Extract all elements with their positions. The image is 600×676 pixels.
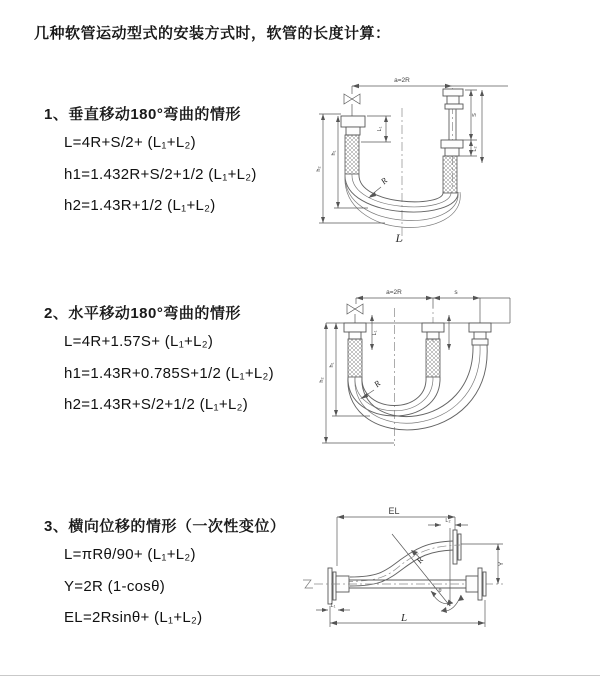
dim-label-l2: L₂ [472, 146, 478, 152]
radius-label: R [378, 175, 390, 187]
dim-el [337, 506, 455, 566]
dim-label-l2: L₂ [445, 518, 451, 524]
dim-label-l1: L₁ [377, 126, 383, 132]
section1-formula-h2: h2=1.43R+1/2 (L₁+L₂) [64, 197, 216, 214]
u-hose-displaced [348, 345, 487, 430]
left-fitting [341, 116, 365, 174]
dim-l2 [428, 518, 468, 527]
section1-heading: 1、垂直移动180°弯曲的情形 [44, 106, 241, 123]
diagram-horizontal-180-bend [312, 280, 600, 465]
dim-l1 [361, 116, 391, 142]
section3-formula-L: L=πRθ/90+ (L₁+L₂) [64, 546, 196, 563]
dim-label-h2: h₂ [319, 377, 325, 383]
angle-label: θ [438, 588, 442, 594]
left-flange [328, 568, 349, 604]
dim-label-l1: L₁ [372, 330, 378, 336]
section2-formula-L: L=4R+1.57S+ (L₁+L₂) [64, 333, 214, 350]
diagram-vertical-180-bend [310, 70, 598, 269]
dim-label-s: s [454, 289, 458, 296]
diagram-lateral-displacement [300, 506, 600, 655]
dim-label-h1: h₁ [329, 362, 335, 368]
section1-formula-L: L=4R+S/2+ (L₁+L₂) [64, 134, 196, 151]
radius-label: R [414, 555, 426, 566]
dim-l [330, 600, 485, 627]
radius-label: R [371, 378, 383, 390]
dim-s-l2 [459, 90, 484, 163]
valve-icon [347, 304, 363, 323]
dim-label-a2r: a=2R [386, 289, 402, 296]
page-title: 几种软管运动型式的安装方式时，软管的长度计算： [34, 25, 391, 42]
section2-formula-h2: h2=1.43R+S/2+1/2 (L₁+L₂) [64, 396, 249, 413]
length-label: L [400, 612, 408, 624]
middle-fitting [422, 300, 444, 377]
right-fitting [441, 88, 463, 193]
dim-label-l1: L₁ [330, 603, 336, 609]
left-fitting [344, 323, 366, 377]
dim-label-s: S [472, 113, 478, 117]
section3-formula-Y: Y=2R (1-cosθ) [64, 578, 166, 595]
dim-a2r [352, 77, 508, 88]
dim-label-a2r: a=2R [394, 77, 410, 84]
s-curve-hose [344, 541, 460, 586]
length-label: L [395, 231, 403, 245]
section3-formula-EL: EL=2Rsinθ+ (L₁+L₂) [64, 609, 203, 626]
dim-l1 [316, 603, 350, 612]
right-fitting [469, 300, 491, 345]
dim-label-el: EL [388, 506, 400, 516]
lower-right-flange [466, 568, 486, 600]
break-symbol [303, 580, 313, 588]
valve-icon [344, 86, 360, 116]
section2-formula-h1: h1=1.43R+0.785S+1/2 (L₁+L₂) [64, 365, 274, 382]
section3-heading: 3、横向位移的情形（一次性变位） [44, 518, 286, 535]
radius-callout [368, 175, 390, 198]
section2-heading: 2、水平移动180°弯曲的情形 [44, 305, 241, 322]
dim-label-h2: h₂ [316, 166, 322, 172]
dim-label-y: Y [498, 561, 505, 567]
radius-callout [411, 550, 426, 566]
upper-right-flange [453, 530, 461, 564]
dim-label-h1: h₁ [331, 150, 337, 156]
section1-formula-h1: h1=1.432R+S/2+1/2 (L₁+L₂) [64, 166, 257, 183]
